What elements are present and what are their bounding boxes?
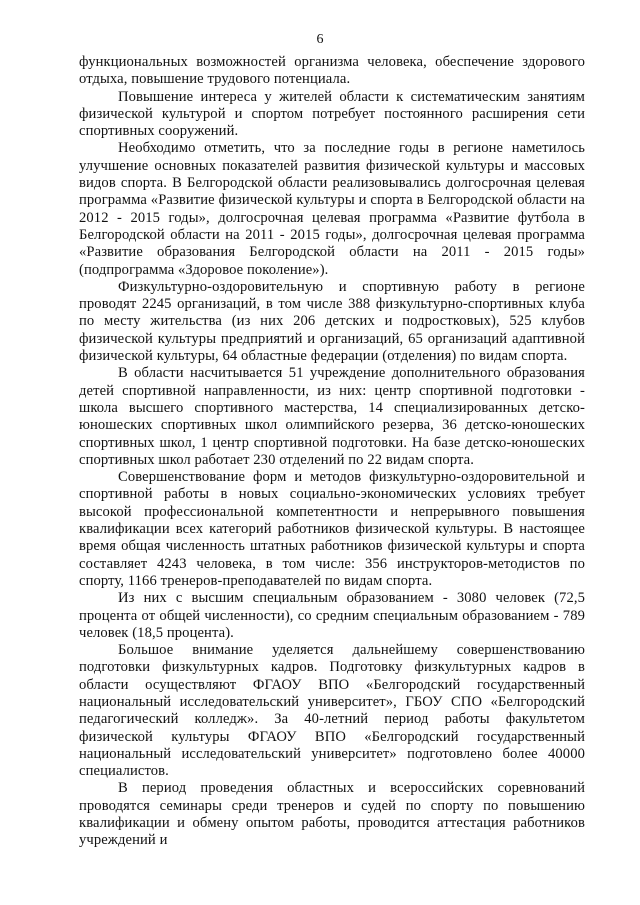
paragraph: функциональных возможностей организма человека, обеспечение здорового отдыха, повышение трудового потенциала. (79, 54, 585, 88)
paragraph: Физкультурно-оздоровительную и спортивную работу в регионе проводят 2245 организаций, в том числе 388 физкультурно-спортивных клуба по месту жительства (из них 206 детских и подростковых), 525 клубов физической культуры предприятий и организаций, 65 организаций адаптивной физической культуры, 64 областные федерации (отделения) по видам спорта. (79, 278, 585, 365)
paragraph: Большое внимание уделяется дальнейшему совершенствованию подготовки физкультурных кадров. Подготовку физкультурных кадров в области осуществляют ФГАОУ ВПО «Белгородский государственный национальный исследовательский университет», ГБОУ СПО «Белгородский педагогический колледж». За 40-летний период работы факультетом физической культуры ФГАОУ ВПО «Белгородский государственный национальный исследовательский университет» подготовлено более 40000 специалистов. (79, 642, 585, 780)
page-number: 6 (316, 32, 324, 47)
paragraph: Совершенствование форм и методов физкультурно-оздоровительной и спортивной работы в новых социально-экономических условиях требует высокой профессиональной компетентности и непрерывного повышения квалификации всех категорий работников физической культуры. В настоящее время общая численность штатных работников физической культуры и спорта составляет 4243 человека, в том числе: 356 инструкторов-методистов по спорту, 1166 тренеров-преподавателей по видам спорта. (79, 469, 585, 589)
paragraph: Необходимо отметить, что за последние годы в регионе наметилось улучшение основных показателей развития физической культуры и массовых видов спорта. В Белгородской области реализовывались долгосрочная целевая программа «Развитие физической культуры и спорта в Белгородской области на 2012 - 2015 годы», долгосрочная целевая программа «Развитие футбола в Белгородской области на 2011 - 2015 годы», долгосрочная целевая программа «Развитие образования Белгородской области на 2011 - 2015 годы» (подпрограмма «Здоровое поколение»). (79, 140, 585, 278)
paragraph: В период проведения областных и всероссийских соревнований проводятся семинары среди тренеров и судей по спорту по повышению квалификации и обмену опытом работы, проводится аттестация работников учреждений и (79, 780, 585, 849)
document-body (79, 54, 585, 850)
paragraph: В области насчитывается 51 учреждение дополнительного образования детей спортивной направленности, из них: центр спортивной подготовки - школа высшего спортивного мастерства, 14 специализированных детско-юношеских спортивных школ олимпийского резерва, 36 детско-юношеских спортивных школ, 1 центр спортивной подготовки. На базе детско-юношеских спортивных школ работает 230 отделений по 22 видам спорта. (79, 365, 585, 468)
paragraph: Из них с высшим специальным образованием - 3080 человек (72,5 процента от общей численности), со средним специальным образованием - 789 человек (18,5 процента). (79, 590, 585, 641)
paragraph: Повышение интереса у жителей области к систематическим занятиям физической культурой и спортом потребует постоянного расширения сети спортивных сооружений. (79, 88, 585, 140)
